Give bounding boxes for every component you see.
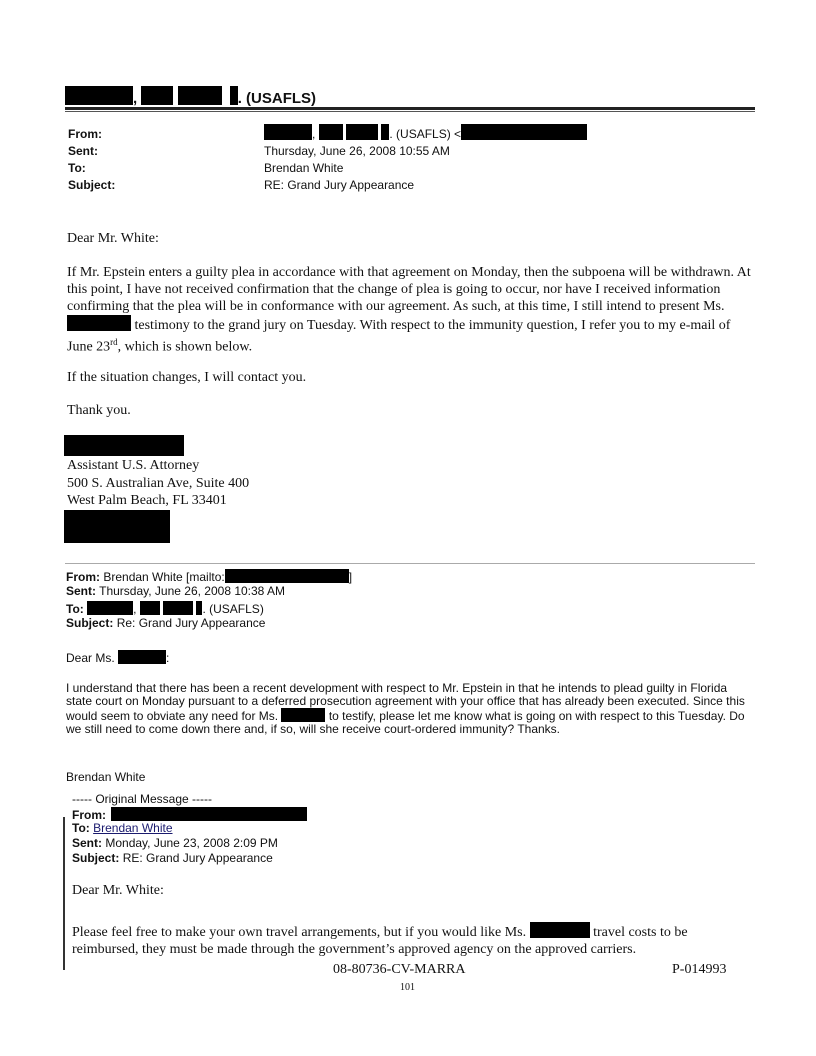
redaction-block <box>281 708 325 722</box>
to-label: To: <box>68 161 86 175</box>
salutation <box>66 650 169 665</box>
body-paragraph: If the situation changes, I will contact you. <box>67 370 307 385</box>
email-header-sender: , . (USAFLS) <box>65 86 316 108</box>
bates-number: P-014993 <box>672 962 727 977</box>
body-text: If Mr. Epstein enters a guilty plea in accordance with that agreement on Monday, then the subpoena will be withdrawn. At this point, I have not received confirmation that the change of plea is going to occur, nor have I received information confirming that the plea will be in conformance with our agreement. As such, at this time, I still intend to present Ms. <box>67 265 751 314</box>
subject-line <box>72 852 273 865</box>
body-text: travel costs to be reimbursed, they must be made through the government’s approved agency on the approved carriers. <box>72 925 688 957</box>
salutation: Dear Mr. White: <box>72 883 164 898</box>
to-value: Brendan White <box>264 161 344 175</box>
sent-line <box>72 837 278 850</box>
redaction-block <box>319 124 343 140</box>
body-text: testimony to the grand jury on Tuesday. With respect to the immunity question, I refer you to my e-mail of June 23 <box>67 318 731 355</box>
salutation-text: Dear Ms. <box>66 651 115 665</box>
signature-name: Brendan White <box>66 770 146 784</box>
sent-value: Monday, June 23, 2008 2:09 PM <box>105 836 278 850</box>
to-label: To: <box>66 602 84 616</box>
page-number: 101 <box>400 982 415 993</box>
sent-value: Thursday, June 26, 2008 10:38 AM <box>99 584 286 598</box>
body-text: , which is shown below. <box>117 339 253 355</box>
salutation: Dear Mr. White: <box>67 231 159 246</box>
subject-label: Subject: <box>68 178 116 192</box>
to-label: To: <box>72 821 90 835</box>
redaction-block <box>64 435 184 456</box>
body-text: I understand that there has been a recent development with respect to Mr. Epstein in that he intends to plead guilty in Florida state court on Monday pursuant to a deferred prosecution agreement with your office that has already been executed. Since this would seem to obviate any need for Ms. <box>66 681 745 723</box>
case-number: 08-80736-CV-MARRA <box>333 962 466 977</box>
redaction-block <box>530 922 590 938</box>
subject-value: RE: Grand Jury Appearance <box>264 178 415 192</box>
redaction-block <box>87 601 133 615</box>
signature-address: West Palm Beach, FL 33401 <box>67 493 227 508</box>
salutation-punct: : <box>166 651 170 665</box>
redaction-block <box>346 124 378 140</box>
closing: Thank you. <box>67 403 131 418</box>
from-line <box>66 569 352 584</box>
signature-title: Assistant U.S. Attorney <box>67 458 200 473</box>
redaction-block <box>111 807 307 821</box>
body-paragraph <box>66 682 746 736</box>
from-line <box>72 807 307 822</box>
to-value-link[interactable]: Brendan White <box>93 821 173 835</box>
body-text: to testify, please let me know what is going on with respect to this Tuesday. Do we still need to come down there and, if so, will she receive court-ordered immunity? Thanks. <box>66 709 745 736</box>
redaction-block <box>140 601 160 615</box>
from-value-close: ] <box>348 570 353 584</box>
redaction-block <box>230 86 238 105</box>
redaction-block <box>118 650 166 664</box>
message-divider <box>65 563 755 564</box>
from-value: Brendan White [mailto: <box>103 570 225 584</box>
subject-value: Re: Grand Jury Appearance <box>116 616 266 630</box>
to-value: . (USAFLS) <box>202 602 264 616</box>
redaction-block <box>65 86 133 105</box>
redaction-block <box>163 601 193 615</box>
from-label: From: <box>68 127 102 141</box>
to-line <box>72 822 173 835</box>
header-sender-suffix: . (USAFLS) <box>237 90 317 107</box>
body-paragraph <box>72 922 752 958</box>
signature-address: 500 S. Australian Ave, Suite 400 <box>67 476 250 491</box>
header-divider-thin <box>65 111 755 112</box>
redaction-block <box>67 315 131 331</box>
subject-label: Subject: <box>66 616 114 630</box>
from-label: From: <box>66 570 100 584</box>
sent-label: Sent: <box>72 836 102 850</box>
subject-line <box>66 617 265 630</box>
from-value: , . (USAFLS) < <box>264 124 587 141</box>
sent-value: Thursday, June 26, 2008 10:55 AM <box>264 144 450 158</box>
to-line: To: , . (USAFLS) <box>66 602 264 616</box>
redaction-block <box>264 124 312 140</box>
sent-label: Sent: <box>66 584 96 598</box>
quote-bar <box>63 817 65 970</box>
redaction-block <box>178 86 222 105</box>
sent-label: Sent: <box>68 144 98 158</box>
from-label: From: <box>72 808 106 822</box>
redaction-block <box>225 569 349 583</box>
superscript: rd <box>110 337 118 347</box>
subject-value: RE: Grand Jury Appearance <box>122 851 273 865</box>
redaction-block <box>64 510 170 543</box>
subject-label: Subject: <box>72 851 120 865</box>
body-text: Please feel free to make your own travel arrangements, but if you would like Ms. <box>72 925 527 940</box>
body-paragraph <box>67 264 757 356</box>
from-value-suffix: . (USAFLS) < <box>389 127 462 141</box>
sent-line <box>66 585 285 598</box>
header-divider <box>65 107 755 110</box>
original-message-marker: ----- Original Message ----- <box>72 792 213 806</box>
redaction-block <box>461 124 587 140</box>
redaction-block <box>141 86 173 105</box>
